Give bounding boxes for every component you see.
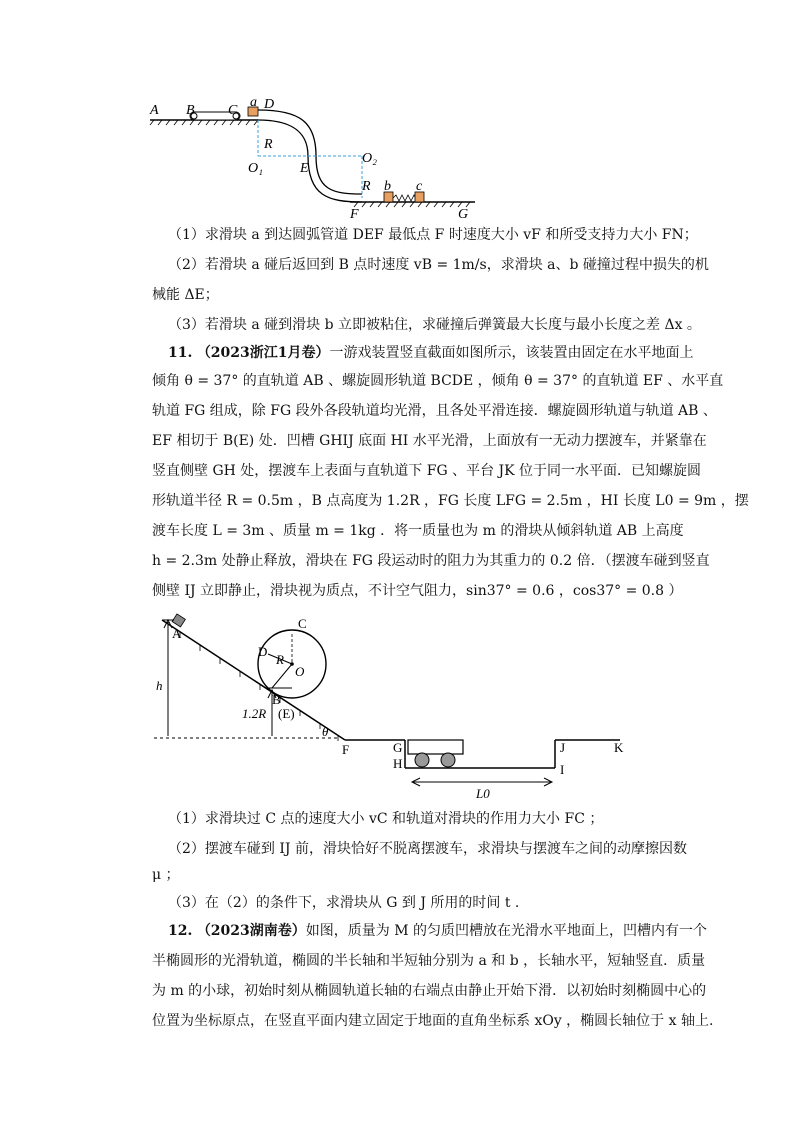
q11-line-5: 竖直侧壁 GH 处，摆渡车上表面与直轨道下 FG 、平台 JK 位于同一水平面．已知螺旋圆 bbox=[152, 463, 702, 479]
fig2-label-c: C bbox=[298, 616, 307, 631]
q11-source: （2023浙江1月卷） bbox=[196, 345, 330, 361]
fig2-label-j: J bbox=[560, 740, 566, 755]
fig1-label-o2: O₂ bbox=[362, 151, 377, 166]
fig2-label-r: R bbox=[276, 652, 284, 667]
q12-number: 12. bbox=[168, 923, 193, 939]
fig1-label-g: G bbox=[458, 207, 469, 222]
fig2-label-g: G bbox=[393, 740, 403, 755]
q11-part-3: （3）在（2）的条件下，求滑块从 G 到 J 所用的时间 t . bbox=[168, 895, 520, 911]
fig1-label-f: F bbox=[350, 207, 359, 222]
fig1-label-d: D bbox=[264, 97, 275, 112]
fig1-label-block-a: a bbox=[250, 95, 257, 110]
fig1-label-block-b: b bbox=[384, 179, 391, 194]
fig2-label-theta: θ bbox=[322, 724, 329, 739]
fig1-label-block-c: c bbox=[416, 179, 423, 194]
q11-line-2: 倾角 θ = 37° 的直轨道 AB 、螺旋圆形轨道 BCDE ，倾角 θ = 37° 的直轨道 EF 、水平直 bbox=[152, 373, 724, 389]
q12-line-1 bbox=[168, 922, 707, 941]
fig1-label-e: E bbox=[300, 161, 309, 176]
fig1-label-o1: O₁ bbox=[248, 161, 263, 176]
fig1-label-r1: R bbox=[264, 137, 273, 152]
fig2-label-l0: L0 bbox=[476, 786, 490, 801]
q10-part-2-line-1: （2）若滑块 a 碰后返回到 B 点时速度 vB = 1m/s，求滑块 a、b 碰撞过程中损失的机 bbox=[168, 257, 709, 273]
q11-line-6: 形轨道半径 R = 0.5m ，B 点高度为 1.2R ，FG 长度 LFG = 2.5m ，HI 长度 L0 = 9m ，摆 bbox=[152, 493, 749, 509]
fig2-label-a: A bbox=[172, 626, 182, 641]
fig1-label-c: C bbox=[228, 103, 238, 118]
fig2-label-b: B bbox=[272, 692, 281, 707]
q11-line-1 bbox=[168, 344, 694, 363]
fig2-label-12r: 1.2R bbox=[242, 706, 267, 721]
fig1-label-a: A bbox=[150, 103, 159, 118]
fig2-label-h-point: H bbox=[393, 756, 403, 771]
fig2-label-f: F bbox=[342, 742, 350, 757]
q11-part-2-line-2: μ ； bbox=[152, 867, 180, 883]
q12-line-3: 为 m 的小球，初始时刻从椭圆轨道长轴的右端点由静止开始下滑．以初始时刻椭圆中心的 bbox=[152, 983, 707, 999]
q11-text-1: 一游戏装置竖直截面如图所示，该装置由固定在水平地面上 bbox=[329, 345, 694, 361]
q12-line-4: 位置为坐标原点，在竖直平面内建立固定于地面的直角坐标系 xOy ，椭圆长轴位于 x 轴上. bbox=[152, 1013, 714, 1029]
q11-line-9: 侧壁 IJ 立即静止，滑块视为质点，不计空气阻力，sin37° = 0.6 ，cos37° = 0.8 ） bbox=[152, 583, 683, 599]
fig2-label-o: O bbox=[295, 664, 305, 679]
fig2-label-h: h bbox=[156, 678, 163, 693]
q12-line-2: 半椭圆形的光滑轨道，椭圆的半长轴和半短轴分别为 a 和 b ，长轴水平，短轴竖直．质量 bbox=[152, 953, 706, 969]
q10-part-2-line-2: 械能 ΔE； bbox=[152, 287, 219, 303]
fig1-label-r2: R bbox=[362, 179, 371, 194]
q11-line-8: h = 2.3m 处静止释放，滑块在 FG 段运动时的阻力为其重力的 0.2 倍．（摆渡车碰到竖直 bbox=[152, 553, 710, 569]
fig2-label-k: K bbox=[614, 740, 624, 755]
figure-loop-track bbox=[150, 612, 640, 802]
q10-part-3: （3）若滑块 a 碰到滑块 b 立即被粘住，求碰撞后弹簧最大长度与最小长度之差 Δx 。 bbox=[168, 317, 701, 333]
q11-number: 11. bbox=[168, 345, 193, 361]
q12-text-1: 如图，质量为 M 的匀质凹槽放在光滑水平地面上，凹槽内有一个 bbox=[305, 923, 708, 939]
fig2-label-e: (E) bbox=[278, 706, 295, 721]
figure-track-tube bbox=[140, 92, 490, 222]
q11-line-3: 轨道 FG 组成，除 FG 段外各段轨道均光滑，且各处平滑连接．螺旋圆形轨道与轨道 AB 、 bbox=[152, 403, 717, 419]
q11-line-4: EF 相切于 B(E) 处．凹槽 GHIJ 底面 HI 水平光滑，上面放有一无动力摆渡车，并紧靠在 bbox=[152, 433, 707, 449]
q12-source: （2023湖南卷） bbox=[196, 923, 306, 939]
q11-part-1: （1）求滑块过 C 点的速度大小 vC 和轨道对滑块的作用力大小 FC ； bbox=[168, 811, 604, 827]
fig2-label-d: D bbox=[258, 644, 268, 659]
q11-part-2-line-1: （2）摆渡车碰到 IJ 前，滑块恰好不脱离摆渡车，求滑块与摆渡车之间的动摩擦因数 bbox=[168, 841, 687, 857]
q10-part-1: （1）求滑块 a 到达圆弧管道 DEF 最低点 F 时速度大小 vF 和所受支持力大小 FN； bbox=[168, 227, 698, 243]
fig1-label-b: B bbox=[186, 103, 195, 118]
fig2-label-i: I bbox=[560, 762, 565, 777]
q11-line-7: 渡车长度 L = 3m 、质量 m = 1kg ．将一质量也为 m 的滑块从倾斜轨道 AB 上高度 bbox=[152, 523, 684, 539]
